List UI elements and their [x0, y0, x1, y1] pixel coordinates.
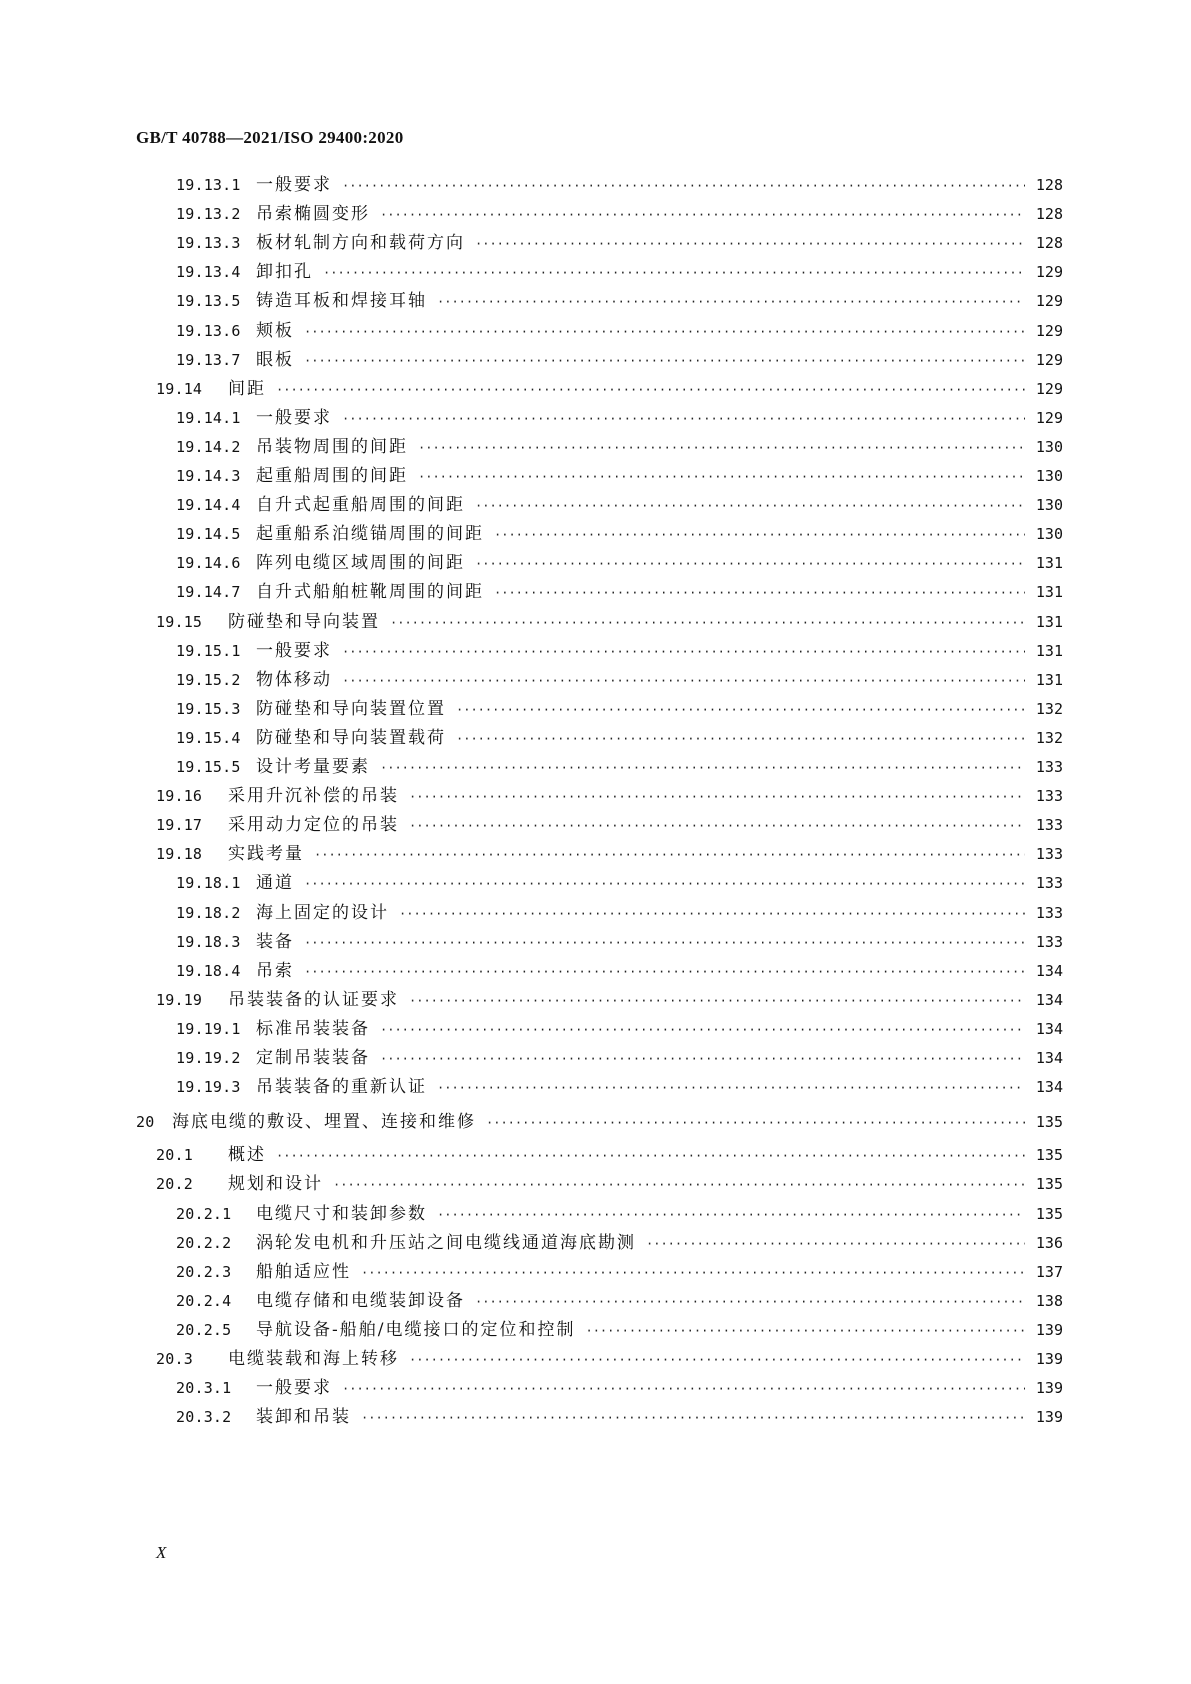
- toc-entry[interactable]: [176, 694, 1063, 718]
- toc-entry[interactable]: [176, 1228, 1063, 1252]
- toc-leader-dots: [585, 1324, 1025, 1338]
- toc-leader-dots: [342, 1382, 1025, 1396]
- toc-section-number: 19.15.5: [176, 758, 241, 776]
- toc-entry[interactable]: [176, 548, 1063, 572]
- toc-section-title: 实践考量: [228, 844, 304, 865]
- toc-section-number: 19.15.3: [176, 699, 241, 718]
- toc-page-number: 128: [1035, 176, 1063, 194]
- toc-section-title: 电缆存储和电缆装卸设备: [256, 1290, 465, 1311]
- toc-entry[interactable]: [176, 752, 1063, 776]
- toc-leader-dots: [304, 354, 1025, 368]
- toc-section-number: 19.18.3: [176, 932, 241, 951]
- toc-page-number: 139: [1035, 1350, 1063, 1368]
- toc-entry[interactable]: [156, 810, 1063, 834]
- toc-entry[interactable]: [156, 781, 1063, 805]
- toc-leader-dots: [276, 1149, 1025, 1163]
- toc-entry[interactable]: [136, 1107, 1063, 1131]
- toc-entry[interactable]: [176, 228, 1063, 252]
- toc-leader-dots: [323, 266, 1025, 280]
- toc-leader-dots: [314, 848, 1025, 862]
- toc-entry[interactable]: [156, 607, 1063, 631]
- toc-leader-dots: [437, 1208, 1025, 1222]
- toc-section-number: 19.15.1: [176, 641, 241, 660]
- toc-page-number: 134: [1035, 990, 1063, 1009]
- toc-section-title: 采用动力定位的吊装: [228, 815, 399, 836]
- toc-section-title: 吊装物周围的间距: [256, 436, 408, 457]
- toc-page-number: 133: [1035, 758, 1063, 776]
- toc-section-title: 设计考量要素: [256, 757, 370, 777]
- toc-page-number: 132: [1035, 728, 1063, 747]
- toc-section-number: 19.14.3: [176, 467, 241, 485]
- toc-entry[interactable]: [176, 723, 1063, 747]
- toc-section-number: 20: [136, 1113, 155, 1132]
- toc-section-number: 19.13.1: [176, 176, 241, 194]
- toc-section-number: 20.3: [156, 1350, 193, 1368]
- toc-entry[interactable]: [176, 927, 1063, 951]
- document-header: GB/T 40788—2021/ISO 29400:2020: [136, 128, 404, 147]
- toc-section-number: 19.13.7: [176, 350, 241, 369]
- toc-section-number: 19.19.2: [176, 1049, 241, 1067]
- toc-page-number: 134: [1035, 1019, 1063, 1038]
- toc-section-number: 19.16: [156, 787, 203, 806]
- toc-section-title: 阵列电缆区域周围的间距: [256, 553, 465, 574]
- toc-leader-dots: [418, 470, 1025, 484]
- toc-leader-dots: [409, 790, 1025, 804]
- toc-section-number: 19.19.3: [176, 1078, 241, 1097]
- toc-section-title: 铸造耳板和焊接耳轴: [256, 291, 427, 312]
- toc-entry[interactable]: [176, 636, 1063, 660]
- toc-section-title: 自升式船舶桩靴周围的间距: [256, 582, 484, 603]
- toc-leader-dots: [333, 1178, 1025, 1192]
- toc-section-number: 19.14.1: [176, 408, 241, 427]
- toc-section-title: 导航设备-船舶/电缆接口的定位和控制: [256, 1319, 576, 1340]
- toc-section-title: 吊索椭圆变形: [256, 204, 370, 225]
- toc-entry[interactable]: [176, 1286, 1063, 1310]
- toc-entry[interactable]: [176, 1014, 1063, 1038]
- toc-section-title: 间距: [228, 378, 266, 399]
- toc-section-number: 19.14.7: [176, 583, 241, 602]
- toc-page-number: 133: [1035, 903, 1063, 922]
- toc-section-number: 20.1: [156, 1146, 193, 1165]
- toc-section-number: 19.13.4: [176, 263, 241, 282]
- toc-page-number: 138: [1035, 1291, 1063, 1310]
- toc-leader-dots: [646, 1237, 1025, 1251]
- toc-section-title: 自升式起重船周围的间距: [256, 495, 465, 516]
- toc-section-title: 吊装装备的认证要求: [228, 989, 399, 1010]
- toc-section-title: 采用升沉补偿的吊装: [228, 786, 399, 807]
- toc-leader-dots: [475, 499, 1025, 513]
- toc-section-number: 19.15: [156, 612, 203, 631]
- toc-leader-dots: [494, 528, 1025, 542]
- toc-page-number: 134: [1035, 961, 1063, 980]
- toc-leader-dots: [486, 1116, 1025, 1130]
- toc-page-number: 135: [1035, 1113, 1063, 1132]
- toc-section-title: 防碰垫和导向装置载荷: [256, 727, 446, 748]
- toc-leader-dots: [361, 1411, 1025, 1425]
- toc-section-number: 19.13.3: [176, 234, 241, 253]
- toc-section-number: 20.3.2: [176, 1408, 232, 1427]
- toc-page-number: 128: [1035, 205, 1063, 224]
- toc-entry[interactable]: [176, 403, 1063, 427]
- toc-section-number: 19.18.4: [176, 961, 241, 980]
- toc-section-number: 19.19: [156, 990, 203, 1009]
- toc-page-number: 128: [1035, 234, 1063, 253]
- toc-entry[interactable]: [176, 1315, 1063, 1339]
- toc-section-title: 防碰垫和导向装置: [228, 611, 380, 632]
- toc-leader-dots: [342, 645, 1025, 659]
- toc-page-number: 129: [1035, 263, 1063, 282]
- toc-leader-dots: [390, 616, 1025, 630]
- toc-section-title: 一般要求: [256, 1378, 332, 1399]
- toc-section-number: 19.14.5: [176, 525, 241, 544]
- toc-section-number: 19.18.1: [176, 874, 241, 893]
- toc-page-number: 130: [1035, 467, 1063, 485]
- toc-section-number: 20.3.1: [176, 1379, 232, 1398]
- toc-entry[interactable]: [176, 956, 1063, 980]
- toc-page-number: 129: [1035, 379, 1063, 398]
- toc-leader-dots: [304, 325, 1025, 339]
- toc-section-number: 19.18: [156, 845, 203, 864]
- toc-page-number: 132: [1035, 699, 1063, 718]
- toc-entry[interactable]: [176, 490, 1063, 514]
- toc-page-number: 129: [1035, 408, 1063, 427]
- toc-leader-dots: [380, 761, 1025, 775]
- toc-section-title: 物体移动: [256, 669, 332, 690]
- toc-entry[interactable]: [176, 577, 1063, 601]
- toc-entry[interactable]: [176, 199, 1063, 223]
- toc-section-title: 一般要求: [256, 175, 332, 195]
- toc-section-title: 起重船系泊缆锚周围的间距: [256, 524, 484, 545]
- toc-leader-dots: [380, 1023, 1025, 1037]
- toc-leader-dots: [342, 412, 1025, 426]
- toc-leader-dots: [380, 1052, 1025, 1066]
- toc-section-title: 电缆尺寸和装卸参数: [256, 1203, 427, 1224]
- toc-leader-dots: [304, 965, 1025, 979]
- toc-entry[interactable]: [176, 1199, 1063, 1223]
- toc-leader-dots: [276, 383, 1025, 397]
- toc-page-number: 135: [1035, 1146, 1063, 1165]
- toc-section-title: 颊板: [256, 320, 294, 341]
- toc-section-title: 起重船周围的间距: [256, 466, 408, 486]
- toc-section-number: 19.14.6: [176, 554, 241, 573]
- toc-section-title: 船舶适应性: [256, 1261, 351, 1282]
- toc-leader-dots: [361, 1266, 1025, 1280]
- toc-page-number: 137: [1035, 1262, 1063, 1281]
- toc-page-number: 133: [1035, 874, 1063, 893]
- toc-leader-dots: [304, 877, 1025, 891]
- toc-section-number: 19.14.2: [176, 437, 241, 456]
- toc-leader-dots: [304, 936, 1025, 950]
- toc-section-number: 20.2.5: [176, 1320, 232, 1339]
- toc-entry[interactable]: [156, 839, 1063, 863]
- toc-entry[interactable]: [156, 374, 1063, 398]
- toc-page-number: 129: [1035, 321, 1063, 340]
- toc-page-number: 136: [1035, 1233, 1063, 1252]
- toc-entry[interactable]: [176, 286, 1063, 310]
- toc-section-title: 吊装装备的重新认证: [256, 1077, 427, 1098]
- toc-section-number: 19.17: [156, 816, 203, 835]
- toc-section-title: 卸扣孔: [256, 262, 313, 283]
- toc-entry[interactable]: [176, 1257, 1063, 1281]
- toc-leader-dots: [494, 586, 1025, 600]
- toc-section-title: 一般要求: [256, 640, 332, 661]
- toc-page-number: 131: [1035, 641, 1063, 660]
- toc-page-number: 133: [1035, 816, 1063, 835]
- toc-page-number: 131: [1035, 670, 1063, 689]
- toc-section-title: 吊索: [256, 960, 294, 981]
- toc-entry[interactable]: [176, 1402, 1063, 1426]
- toc-section-number: 20.2.2: [176, 1233, 232, 1252]
- toc-leader-dots: [475, 237, 1025, 251]
- toc-entry[interactable]: [156, 1344, 1063, 1368]
- toc-page-number: 131: [1035, 612, 1063, 631]
- toc-leader-dots: [409, 819, 1025, 833]
- toc-page-number: 129: [1035, 292, 1063, 311]
- toc-page-number: 130: [1035, 525, 1063, 544]
- toc-entry[interactable]: [176, 345, 1063, 369]
- toc-section-title: 板材轧制方向和载荷方向: [256, 233, 465, 254]
- toc-page-number: 134: [1035, 1078, 1063, 1097]
- page-number: X: [156, 1543, 167, 1562]
- toc-entry[interactable]: [176, 519, 1063, 543]
- toc-section-number: 19.15.4: [176, 728, 241, 747]
- toc-leader-dots: [342, 674, 1025, 688]
- toc-section-title: 装备: [256, 931, 294, 952]
- toc-section-title: 涡轮发电机和升压站之间电缆线通道海底勘测: [256, 1232, 636, 1253]
- toc-section-number: 20.2: [156, 1175, 193, 1194]
- toc-leader-dots: [437, 295, 1025, 309]
- toc-entry[interactable]: [176, 316, 1063, 340]
- toc-leader-dots: [342, 179, 1025, 193]
- toc-section-number: 19.13.6: [176, 321, 241, 340]
- toc-section-number: 19.18.2: [176, 903, 241, 922]
- toc-section-title: 标准吊装装备: [256, 1018, 370, 1039]
- toc-entry[interactable]: [156, 1140, 1063, 1164]
- toc-page-number: 131: [1035, 583, 1063, 602]
- toc-section-number: 19.15.2: [176, 670, 241, 689]
- toc-page-number: 139: [1035, 1408, 1063, 1427]
- toc-section-number: 19.14: [156, 379, 203, 398]
- toc-section-title: 海底电缆的敷设、埋置、连接和维修: [172, 1112, 476, 1133]
- toc-entry[interactable]: [176, 665, 1063, 689]
- toc-page-number: 135: [1035, 1204, 1063, 1223]
- toc-section-number: 19.14.4: [176, 496, 241, 515]
- toc-section-number: 19.13.5: [176, 292, 241, 311]
- toc-entry[interactable]: [176, 257, 1063, 281]
- toc-page-number: 130: [1035, 437, 1063, 456]
- toc-page-number: 133: [1035, 787, 1063, 806]
- toc-leader-dots: [475, 557, 1025, 571]
- toc-leader-dots: [380, 208, 1025, 222]
- toc-section-title: 定制吊装装备: [256, 1048, 370, 1068]
- toc-section-title: 通道: [256, 873, 294, 894]
- toc-entry[interactable]: [176, 898, 1063, 922]
- toc-page-number: 139: [1035, 1320, 1063, 1339]
- toc-page-number: 139: [1035, 1379, 1063, 1398]
- toc-page-number: 135: [1035, 1175, 1063, 1194]
- toc-section-number: 20.2.3: [176, 1262, 232, 1281]
- toc-section-number: 20.2.4: [176, 1291, 232, 1310]
- toc-leader-dots: [409, 1353, 1025, 1367]
- toc-entry[interactable]: [176, 1072, 1063, 1096]
- toc-leader-dots: [409, 994, 1025, 1008]
- toc-entry[interactable]: [156, 985, 1063, 1009]
- toc-entry[interactable]: [176, 1373, 1063, 1397]
- toc-entry[interactable]: [176, 432, 1063, 456]
- toc-section-title: 电缆装载和海上转移: [228, 1349, 399, 1369]
- toc-leader-dots: [456, 703, 1025, 717]
- toc-section-number: 19.19.1: [176, 1019, 241, 1038]
- toc-section-number: 20.2.1: [176, 1204, 232, 1223]
- toc-section-title: 眼板: [256, 349, 294, 370]
- toc-entry[interactable]: [156, 1169, 1063, 1193]
- toc-leader-dots: [418, 441, 1025, 455]
- toc-leader-dots: [437, 1081, 1025, 1095]
- toc-section-title: 概述: [228, 1145, 266, 1166]
- toc-page-number: 131: [1035, 554, 1063, 573]
- toc-page-number: 130: [1035, 496, 1063, 515]
- toc-page-number: 129: [1035, 350, 1063, 369]
- toc-page-number: 133: [1035, 845, 1063, 864]
- toc-page-number: 133: [1035, 932, 1063, 951]
- toc-section-number: 19.13.2: [176, 205, 241, 224]
- toc-page-number: 134: [1035, 1049, 1063, 1067]
- toc-section-title: 一般要求: [256, 407, 332, 428]
- toc-section-title: 装卸和吊装: [256, 1407, 351, 1428]
- toc-entry[interactable]: [176, 170, 1063, 194]
- toc-leader-dots: [456, 732, 1025, 746]
- toc-entry[interactable]: [176, 1043, 1063, 1067]
- toc-section-title: 规划和设计: [228, 1174, 323, 1195]
- toc-entry[interactable]: [176, 868, 1063, 892]
- toc-entry[interactable]: [176, 461, 1063, 485]
- toc-leader-dots: [399, 907, 1025, 921]
- toc-leader-dots: [475, 1295, 1025, 1309]
- toc-section-title: 海上固定的设计: [256, 902, 389, 923]
- toc-section-title: 防碰垫和导向装置位置: [256, 698, 446, 719]
